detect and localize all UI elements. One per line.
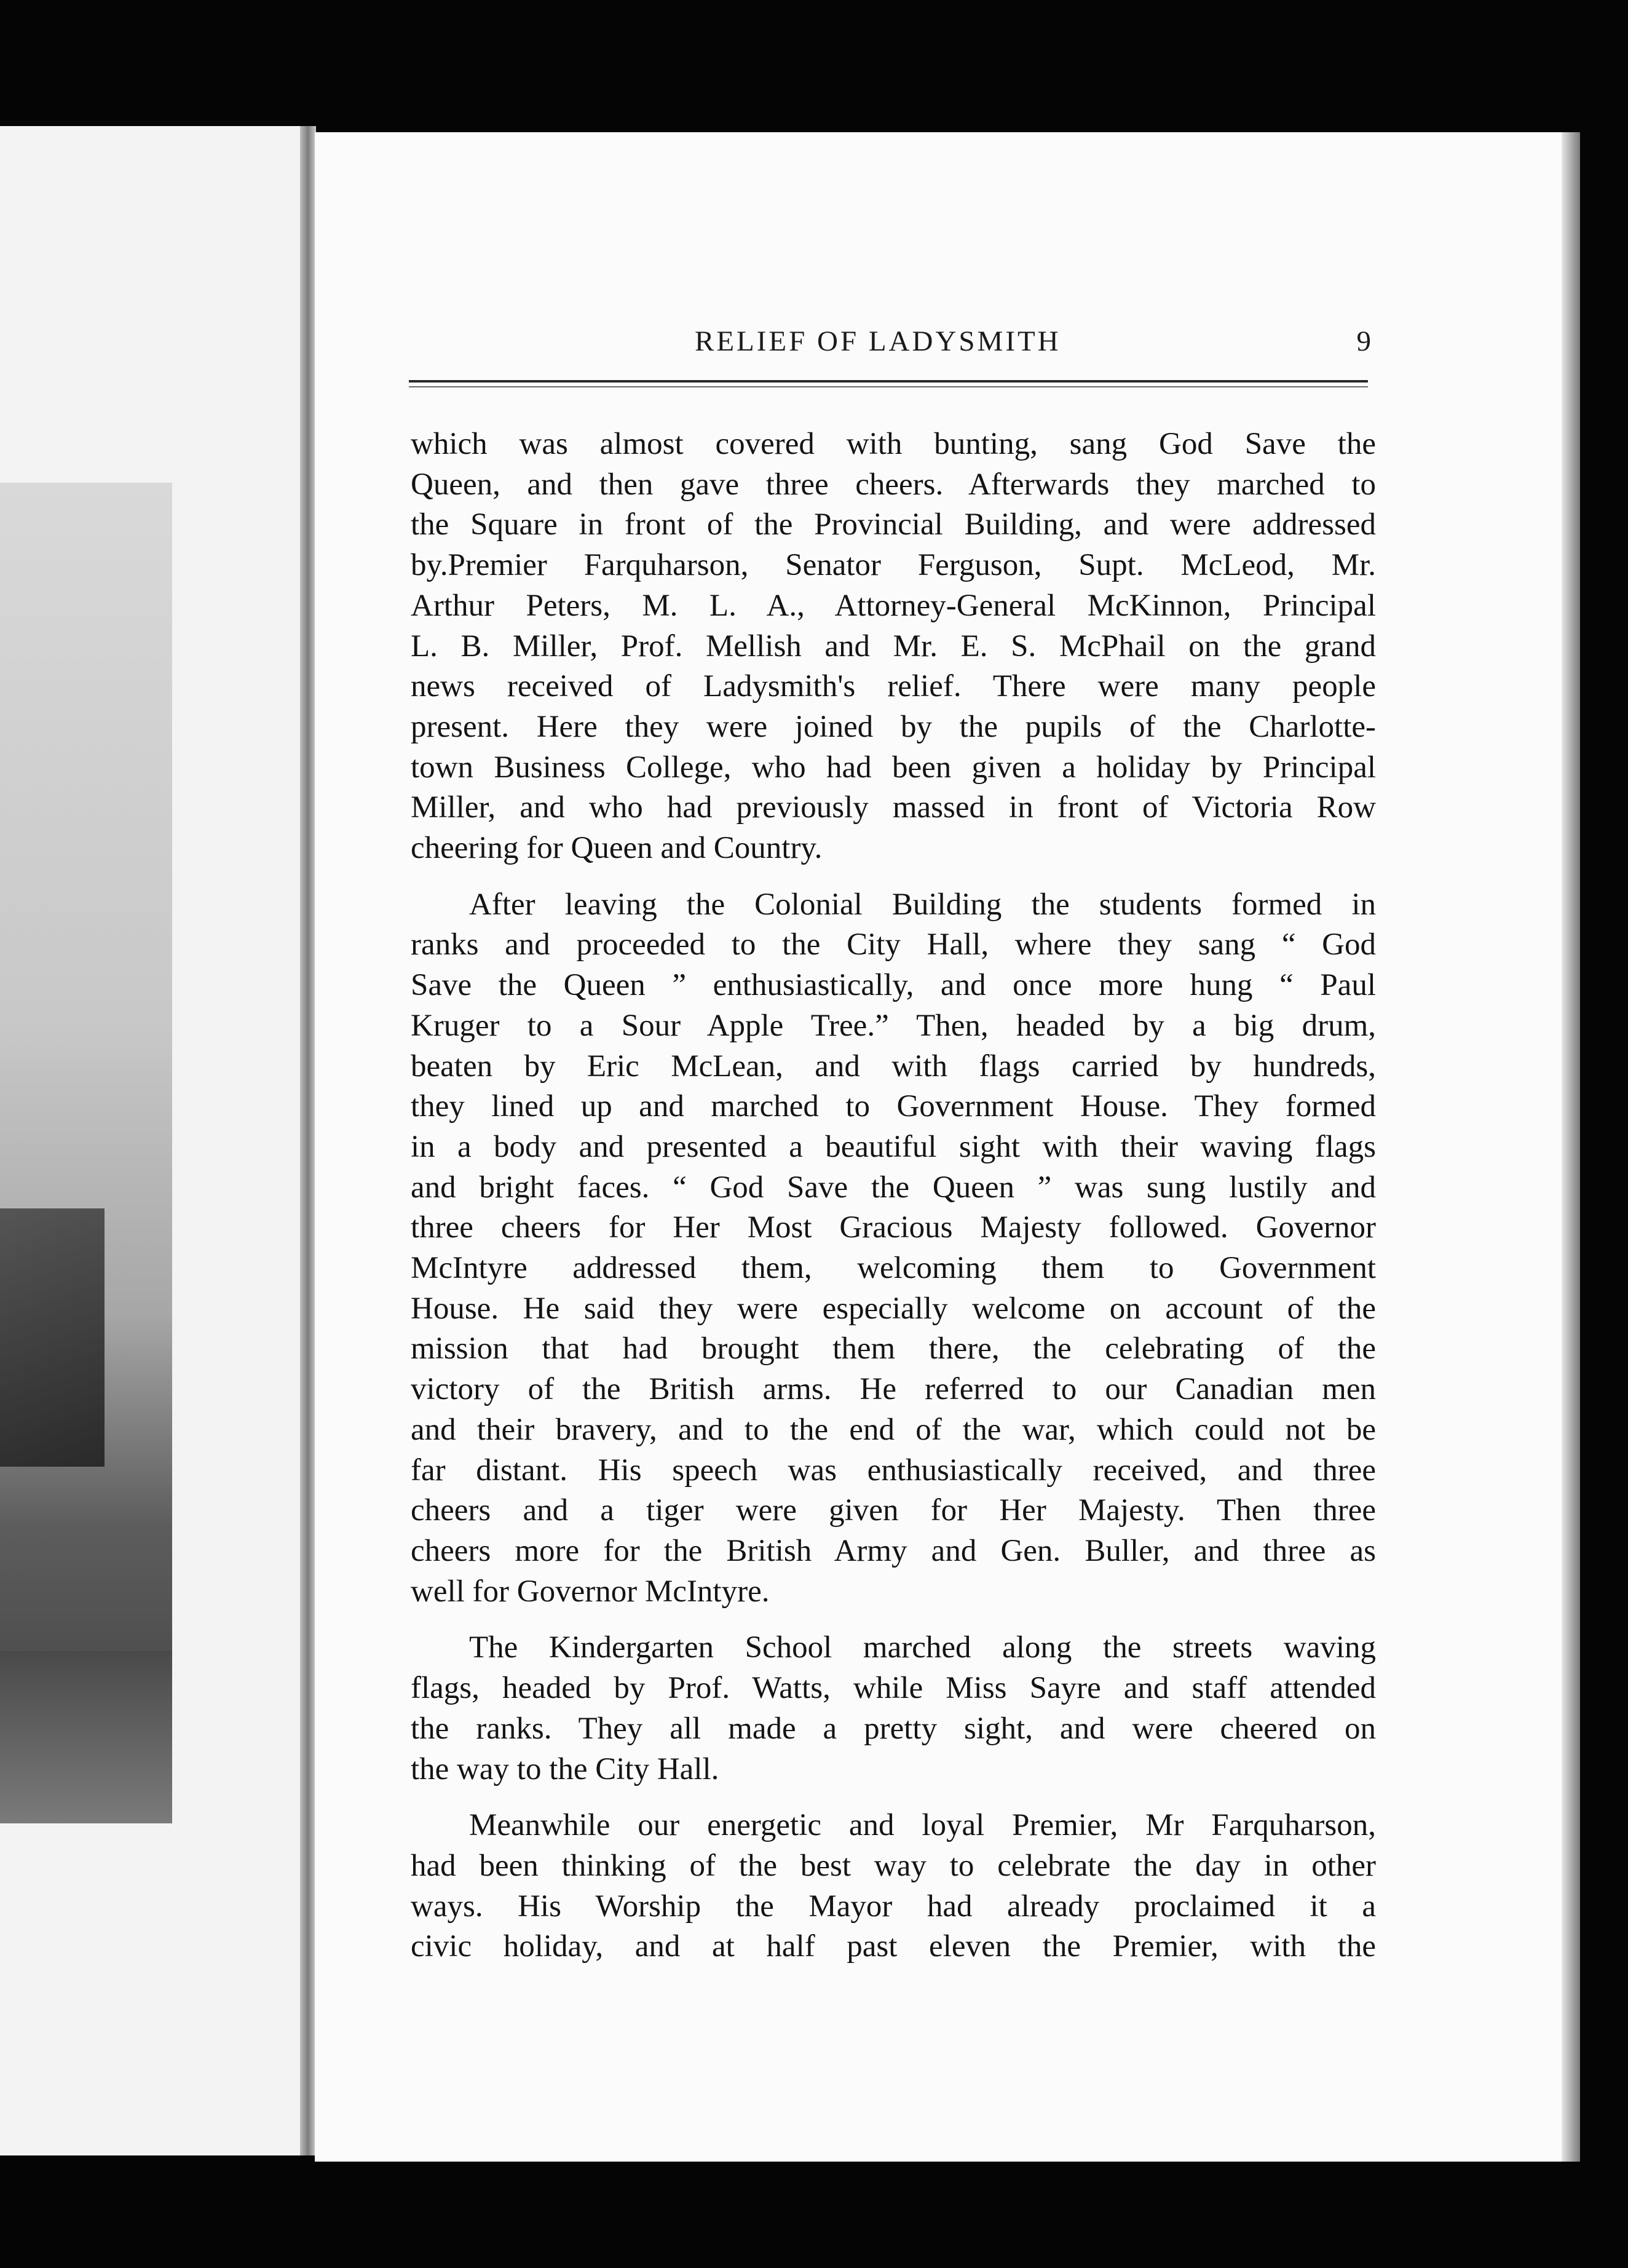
text-line: present. Here they were joined by the pupils of the Charlotte- <box>411 709 1376 744</box>
page-header <box>412 319 1371 362</box>
text-line: in a body and presented a beautiful sight with their waving flags <box>411 1129 1376 1164</box>
paragraph-1 <box>411 424 1376 869</box>
paragraph-3 <box>411 1628 1376 1790</box>
text-line: civic holiday, and at half past eleven the Premier, with the <box>411 1929 1376 1964</box>
text-line: ranks and proceeded to the City Hall, where they sang “ God <box>411 927 1376 962</box>
text-line: had been thinking of the best way to celebrate the day in other <box>411 1848 1376 1883</box>
header-rule-thin <box>409 386 1368 387</box>
body-text <box>411 424 1376 1983</box>
text-line: and bright faces. “ God Save the Queen ” was sung lustily and <box>411 1170 1376 1205</box>
paragraph-4 <box>411 1806 1376 1967</box>
text-line: town Business College, who had been given a holiday by Principal <box>411 750 1376 785</box>
text-line: far distant. His speech was enthusiastically received, and three <box>411 1453 1376 1488</box>
running-head: RELIEF OF LADYSMITH <box>695 325 1061 357</box>
page-edge-shadow <box>1562 132 1580 2162</box>
text-line: cheers and a tiger were given for Her Majesty. Then three <box>411 1493 1376 1528</box>
text-line: victory of the British arms. He referred to our Canadian men <box>411 1372 1376 1407</box>
text-line: McIntyre addressed them, welcoming them to Government <box>411 1251 1376 1286</box>
paragraph-2 <box>411 885 1376 1612</box>
text-line: flags, headed by Prof. Watts, while Miss Sayre and staff attended <box>411 1671 1376 1706</box>
text-line: cheers more for the British Army and Gen. Buller, and three as <box>411 1533 1376 1568</box>
book-gutter <box>300 126 316 2155</box>
building-silhouette <box>0 1208 105 1467</box>
text-line: cheering for Queen and Country. <box>411 831 823 866</box>
text-line: the ranks. They all made a pretty sight, and were cheered on <box>411 1711 1376 1746</box>
text-line: beaten by Eric McLean, and with flags carried by hundreds, <box>411 1049 1376 1084</box>
text-line: and their bravery, and to the end of the war, which could not be <box>411 1412 1376 1447</box>
text-line: After leaving the Colonial Building the students formed in <box>469 887 1376 922</box>
text-line: Meanwhile our energetic and loyal Premier, Mr Farquharson, <box>469 1808 1376 1843</box>
text-line: ways. His Worship the Mayor had already proclaimed it a <box>411 1889 1376 1924</box>
text-line: which was almost covered with bunting, sang God Save the <box>411 427 1376 461</box>
text-line: they lined up and marched to Government House. They formed <box>411 1089 1376 1124</box>
text-line: Kruger to a Sour Apple Tree.” Then, headed by a big drum, <box>411 1008 1376 1043</box>
page-number: 9 <box>1356 325 1371 357</box>
text-line: news received of Ladysmith's relief. There were many people <box>411 669 1376 704</box>
text-line: House. He said they were especially welcome on account of the <box>411 1291 1376 1326</box>
text-line: mission that had brought them there, the celebrating of the <box>411 1331 1376 1366</box>
text-line: Queen, and then gave three cheers. Afterwards they marched to <box>411 467 1376 502</box>
text-line: three cheers for Her Most Gracious Majesty followed. Governor <box>411 1210 1376 1245</box>
text-line: the Square in front of the Provincial Building, and were addressed <box>411 507 1376 542</box>
text-line: L. B. Miller, Prof. Mellish and Mr. E. S. McPhail on the grand <box>411 628 1376 664</box>
text-line: Arthur Peters, M. L. A., Attorney-General McKinnon, Principal <box>411 588 1376 623</box>
text-line: well for Governor McIntyre. <box>411 1574 770 1609</box>
header-rule <box>409 380 1368 383</box>
text-line: by.Premier Farquharson, Senator Ferguson, Supt. McLeod, Mr. <box>411 548 1376 583</box>
text-line: The Kindergarten School marched along the streets waving <box>469 1630 1376 1665</box>
text-line: Save the Queen ” enthusiastically, and once more hung “ Paul <box>411 968 1376 1003</box>
text-line: the way to the City Hall. <box>411 1751 719 1786</box>
photograph-fragment <box>0 483 172 1823</box>
photo-ground <box>0 1651 172 1823</box>
text-line: Miller, and who had previously massed in front of Victoria Row <box>411 790 1376 825</box>
left-page <box>0 126 310 2155</box>
